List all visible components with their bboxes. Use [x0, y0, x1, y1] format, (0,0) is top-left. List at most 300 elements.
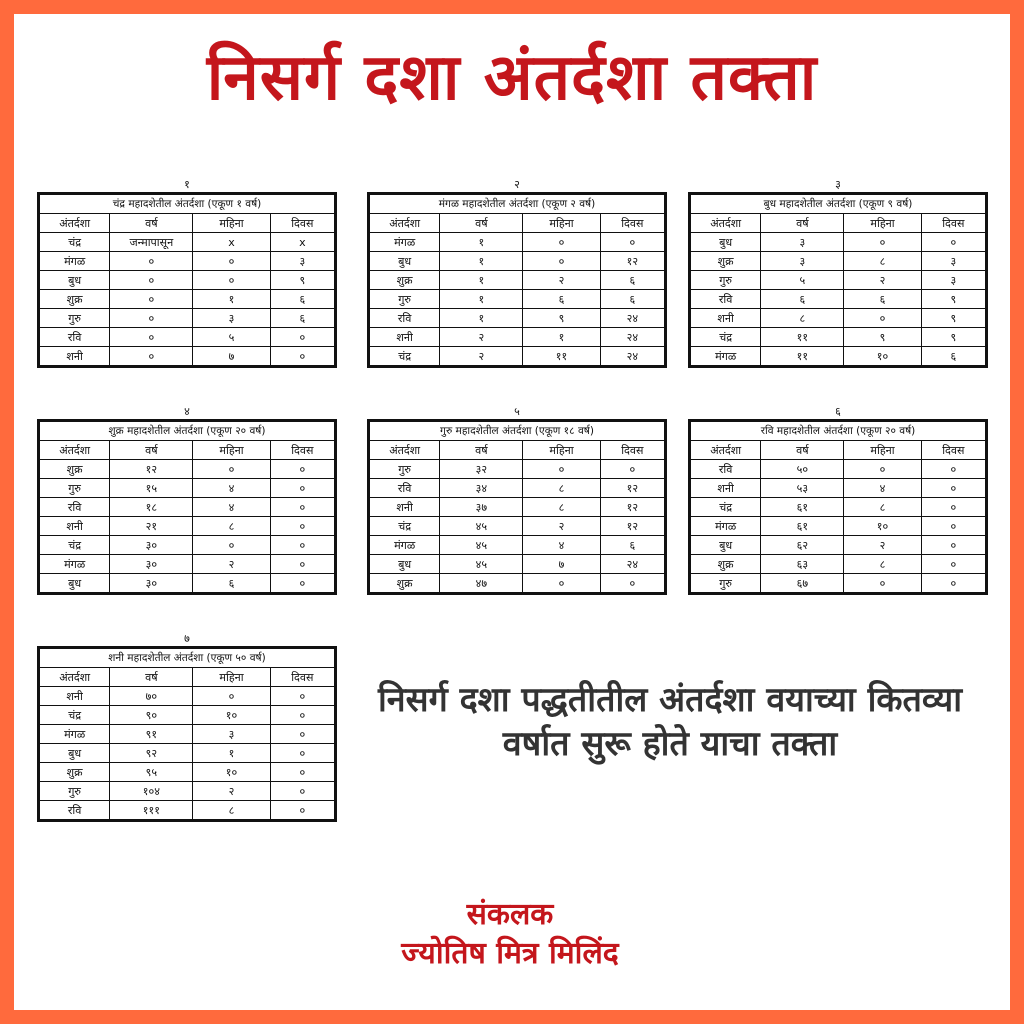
table-cell: ०	[110, 328, 193, 347]
table-cell: x	[270, 233, 335, 252]
table-cell: चंद्र	[690, 498, 761, 517]
table-cell: ३	[270, 252, 335, 271]
table-cell: मंगळ	[39, 252, 110, 271]
table-row	[690, 252, 987, 271]
column-header: वर्ष	[761, 441, 844, 460]
table-cell: ५	[761, 271, 844, 290]
table-cell: ३०	[110, 536, 193, 555]
table-cell: ६	[761, 290, 844, 309]
table-cell: ८	[523, 479, 600, 498]
table-row	[39, 763, 336, 782]
table-cell: ०	[600, 460, 665, 479]
table-caption: शनी महादशेतील अंतर्दशा (एकूण ५० वर्ष)	[39, 648, 336, 668]
table-cell: ०	[270, 782, 335, 801]
table-cell: ५३	[761, 479, 844, 498]
table-row	[369, 574, 666, 594]
dasha-table	[688, 192, 988, 368]
header-row	[39, 668, 336, 687]
table-row	[690, 574, 987, 594]
table-row	[369, 460, 666, 479]
table-cell: ०	[193, 271, 270, 290]
column-header: वर्ष	[440, 214, 523, 233]
table-cell: १०	[844, 517, 921, 536]
table-cell: ४	[193, 498, 270, 517]
table-number: २	[514, 178, 520, 191]
table-cell: ३०	[110, 574, 193, 594]
table-cell: २	[440, 328, 523, 347]
table-cell: ८	[193, 801, 270, 821]
table-cell: ०	[523, 460, 600, 479]
column-header: दिवस	[270, 668, 335, 687]
table-cell: ४५	[440, 555, 523, 574]
column-header: महिना	[523, 441, 600, 460]
column-header: दिवस	[270, 441, 335, 460]
table-cell: ०	[844, 574, 921, 594]
table-row	[39, 801, 336, 821]
table-row	[369, 290, 666, 309]
table-cell: ३	[193, 725, 270, 744]
table-cell: ७	[193, 347, 270, 367]
table-cell: ८	[844, 555, 921, 574]
table-cell: ६	[270, 309, 335, 328]
table-cell: ६	[600, 271, 665, 290]
table-cell: १	[440, 309, 523, 328]
table-row	[369, 536, 666, 555]
table-row	[39, 744, 336, 763]
table-cell: १०४	[110, 782, 193, 801]
table-cell: ८	[761, 309, 844, 328]
table-caption: शुक्र महादशेतील अंतर्दशा (एकूण २० वर्ष)	[39, 421, 336, 441]
table-cell: १	[440, 271, 523, 290]
table-cell: मंगळ	[369, 536, 440, 555]
antardasha-table	[37, 632, 337, 822]
column-header: दिवस	[600, 214, 665, 233]
table-cell: ०	[921, 460, 986, 479]
column-header: महिना	[844, 214, 921, 233]
table-cell: बुध	[690, 233, 761, 252]
table-cell: १	[440, 233, 523, 252]
table-cell: ४	[193, 479, 270, 498]
table-cell: १५	[110, 479, 193, 498]
table-cell: २४	[600, 347, 665, 367]
column-header: वर्ष	[440, 441, 523, 460]
table-cell: २	[844, 536, 921, 555]
table-cell: ७	[523, 555, 600, 574]
table-row	[39, 460, 336, 479]
table-cell: १२	[600, 252, 665, 271]
table-number: ३	[835, 178, 841, 191]
table-number: ५	[514, 405, 520, 418]
column-header: वर्ष	[110, 441, 193, 460]
table-cell: ०	[921, 479, 986, 498]
table-cell: ०	[270, 763, 335, 782]
table-cell: शुक्र	[690, 555, 761, 574]
table-row	[39, 271, 336, 290]
dasha-table	[37, 192, 337, 368]
table-cell: १२	[110, 460, 193, 479]
table-cell: गुरु	[39, 309, 110, 328]
table-cell: १	[193, 290, 270, 309]
table-row	[690, 460, 987, 479]
table-row	[39, 725, 336, 744]
table-cell: ०	[110, 252, 193, 271]
table-cell: बुध	[39, 271, 110, 290]
header-row	[690, 441, 987, 460]
header-row	[39, 214, 336, 233]
table-cell: मंगळ	[690, 517, 761, 536]
table-cell: ०	[193, 252, 270, 271]
column-header: दिवस	[921, 214, 986, 233]
table-row	[369, 233, 666, 252]
table-cell: शनी	[369, 328, 440, 347]
table-row	[690, 498, 987, 517]
table-cell: २	[523, 271, 600, 290]
table-cell: रवि	[690, 460, 761, 479]
table-cell: ९	[921, 309, 986, 328]
table-row	[369, 479, 666, 498]
table-cell: चंद्र	[369, 347, 440, 367]
column-header: दिवस	[921, 441, 986, 460]
table-row	[690, 328, 987, 347]
table-cell: ०	[921, 498, 986, 517]
table-cell: ६	[523, 290, 600, 309]
table-cell: शुक्र	[39, 460, 110, 479]
table-row	[39, 328, 336, 347]
table-cell: २४	[600, 309, 665, 328]
table-number: ६	[835, 405, 841, 418]
column-header: अंतर्दशा	[690, 214, 761, 233]
table-cell: ९	[523, 309, 600, 328]
table-row	[39, 706, 336, 725]
table-cell: शनी	[39, 347, 110, 367]
table-cell: ६२	[761, 536, 844, 555]
credit-label: संकलक	[466, 897, 554, 932]
table-cell: ०	[110, 347, 193, 367]
table-cell: रवि	[39, 328, 110, 347]
table-cell: २	[193, 782, 270, 801]
table-row	[369, 555, 666, 574]
table-cell: x	[193, 233, 270, 252]
table-row	[39, 479, 336, 498]
table-cell: १०	[844, 347, 921, 367]
table-cell: गुरु	[39, 479, 110, 498]
table-caption: चंद्र महादशेतील अंतर्दशा (एकूण १ वर्ष)	[39, 194, 336, 214]
table-cell: मंगळ	[369, 233, 440, 252]
table-row	[690, 271, 987, 290]
dasha-table	[367, 419, 667, 595]
table-cell: १११	[110, 801, 193, 821]
page-title: निसर्ग दशा अंतर्दशा तक्ता	[206, 41, 818, 115]
table-cell: १	[193, 744, 270, 763]
table-cell: ०	[270, 744, 335, 763]
table-row	[690, 309, 987, 328]
table-cell: ६	[600, 290, 665, 309]
column-header: अंतर्दशा	[39, 214, 110, 233]
table-cell: ९५	[110, 763, 193, 782]
table-cell: २	[440, 347, 523, 367]
table-cell: ०	[921, 233, 986, 252]
table-cell: ४५	[440, 517, 523, 536]
column-header: महिना	[844, 441, 921, 460]
table-cell: शुक्र	[39, 763, 110, 782]
table-cell: ११	[761, 328, 844, 347]
column-header: महिना	[193, 441, 270, 460]
table-cell: ०	[270, 479, 335, 498]
table-cell: ०	[600, 574, 665, 594]
table-row	[39, 782, 336, 801]
table-row	[369, 271, 666, 290]
table-cell: रवि	[690, 290, 761, 309]
column-header: अंतर्दशा	[369, 441, 440, 460]
table-cell: बुध	[369, 555, 440, 574]
table-row	[39, 574, 336, 594]
table-cell: १	[523, 328, 600, 347]
table-cell: २	[844, 271, 921, 290]
table-cell: ९	[270, 271, 335, 290]
table-cell: ०	[270, 536, 335, 555]
table-cell: मंगळ	[690, 347, 761, 367]
table-cell: ०	[193, 687, 270, 706]
column-header: अंतर्दशा	[690, 441, 761, 460]
table-cell: चंद्र	[690, 328, 761, 347]
table-cell: ०	[523, 252, 600, 271]
table-cell: चंद्र	[39, 706, 110, 725]
table-cell: गुरु	[690, 271, 761, 290]
table-cell: बुध	[39, 574, 110, 594]
table-cell: ११	[761, 347, 844, 367]
table-cell: ०	[110, 271, 193, 290]
table-cell: ६७	[761, 574, 844, 594]
table-number: ४	[184, 405, 190, 418]
table-row	[39, 233, 336, 252]
table-cell: ६	[270, 290, 335, 309]
table-cell: ०	[270, 517, 335, 536]
table-cell: १२	[600, 479, 665, 498]
dasha-table	[367, 192, 667, 368]
table-cell: शुक्र	[39, 290, 110, 309]
table-cell: ३४	[440, 479, 523, 498]
table-cell: ०	[110, 290, 193, 309]
table-cell: ०	[844, 460, 921, 479]
table-cell: ६	[193, 574, 270, 594]
table-cell: ६	[844, 290, 921, 309]
table-cell: १०	[193, 763, 270, 782]
credit-name: ज्योतिष मित्र मिलिंद	[401, 936, 619, 971]
dasha-table	[37, 419, 337, 595]
column-header: वर्ष	[110, 214, 193, 233]
antardasha-table	[37, 405, 337, 595]
table-cell: शनी	[690, 309, 761, 328]
table-cell: ०	[921, 574, 986, 594]
dasha-table	[37, 646, 337, 822]
table-number: ७	[184, 632, 190, 645]
table-cell: ५०	[761, 460, 844, 479]
table-cell: बुध	[369, 252, 440, 271]
table-cell: ७०	[110, 687, 193, 706]
table-cell: ३७	[440, 498, 523, 517]
table-cell: ८	[844, 498, 921, 517]
antardasha-table	[688, 405, 988, 595]
table-cell: १	[440, 290, 523, 309]
table-cell: बुध	[690, 536, 761, 555]
table-cell: २४	[600, 555, 665, 574]
table-cell: ०	[844, 233, 921, 252]
table-cell: ०	[270, 498, 335, 517]
table-row	[39, 517, 336, 536]
table-row	[369, 309, 666, 328]
table-cell: ४५	[440, 536, 523, 555]
table-cell: शनी	[369, 498, 440, 517]
table-cell: शुक्र	[369, 271, 440, 290]
table-cell: शुक्र	[369, 574, 440, 594]
table-cell: चंद्र	[369, 517, 440, 536]
table-cell: ३	[193, 309, 270, 328]
table-row	[690, 536, 987, 555]
table-row	[690, 290, 987, 309]
table-cell: ६१	[761, 498, 844, 517]
table-cell: ९१	[110, 725, 193, 744]
table-cell: ११	[523, 347, 600, 367]
table-caption: गुरु महादशेतील अंतर्दशा (एकूण १८ वर्ष)	[369, 421, 666, 441]
table-row	[39, 687, 336, 706]
table-cell: बुध	[39, 744, 110, 763]
column-header: अंतर्दशा	[39, 668, 110, 687]
description-text: निसर्ग दशा पद्धतीतील अंतर्दशा वयाच्या कितव्या वर्षात सुरू होते याचा तक्ता	[377, 680, 963, 765]
table-cell: ६	[921, 347, 986, 367]
table-cell: १०	[193, 706, 270, 725]
table-row	[39, 290, 336, 309]
table-cell: रवि	[369, 309, 440, 328]
antardasha-table	[367, 405, 667, 595]
table-cell: ८	[844, 252, 921, 271]
table-cell: गुरु	[39, 782, 110, 801]
table-cell: शनी	[39, 517, 110, 536]
table-cell: ०	[921, 555, 986, 574]
column-header: महिना	[193, 668, 270, 687]
table-row	[369, 498, 666, 517]
table-cell: २	[193, 555, 270, 574]
table-cell: चंद्र	[39, 233, 110, 252]
table-cell: रवि	[369, 479, 440, 498]
table-cell: ९०	[110, 706, 193, 725]
table-cell: ४७	[440, 574, 523, 594]
table-cell: ५	[193, 328, 270, 347]
table-cell: जन्मापासून	[110, 233, 193, 252]
credit-block	[300, 895, 720, 973]
table-cell: ०	[270, 328, 335, 347]
table-cell: रवि	[39, 498, 110, 517]
table-cell: ४	[523, 536, 600, 555]
table-cell: ०	[110, 309, 193, 328]
table-cell: रवि	[39, 801, 110, 821]
table-cell: ०	[270, 801, 335, 821]
table-cell: ०	[921, 517, 986, 536]
table-cell: ०	[270, 555, 335, 574]
table-cell: १२	[600, 498, 665, 517]
table-row	[39, 498, 336, 517]
table-row	[39, 309, 336, 328]
table-cell: ८	[193, 517, 270, 536]
table-cell: २१	[110, 517, 193, 536]
dasha-table	[688, 419, 988, 595]
column-header: दिवस	[270, 214, 335, 233]
table-row	[690, 479, 987, 498]
table-caption: मंगळ महादशेतील अंतर्दशा (एकूण २ वर्ष)	[369, 194, 666, 214]
antardasha-table	[37, 178, 337, 368]
table-cell: शनी	[690, 479, 761, 498]
antardasha-table	[367, 178, 667, 368]
table-row	[369, 252, 666, 271]
table-cell: ४	[844, 479, 921, 498]
table-cell: शुक्र	[690, 252, 761, 271]
table-cell: ०	[270, 687, 335, 706]
table-cell: ०	[270, 706, 335, 725]
table-cell: ०	[193, 536, 270, 555]
table-cell: ३	[761, 233, 844, 252]
table-cell: ०	[270, 574, 335, 594]
table-row	[690, 555, 987, 574]
table-cell: १	[440, 252, 523, 271]
header-row	[39, 441, 336, 460]
table-cell: ९	[844, 328, 921, 347]
header-row	[690, 214, 987, 233]
table-cell: चंद्र	[39, 536, 110, 555]
column-header: अंतर्दशा	[39, 441, 110, 460]
table-cell: ०	[600, 233, 665, 252]
table-cell: ०	[193, 460, 270, 479]
table-cell: ०	[523, 574, 600, 594]
table-cell: मंगळ	[39, 725, 110, 744]
table-row	[369, 517, 666, 536]
table-cell: ३	[921, 252, 986, 271]
table-cell: ३२	[440, 460, 523, 479]
table-row	[369, 328, 666, 347]
table-cell: ०	[270, 725, 335, 744]
table-row	[39, 555, 336, 574]
table-cell: ९	[921, 328, 986, 347]
table-cell: ६३	[761, 555, 844, 574]
table-cell: १२	[600, 517, 665, 536]
table-cell: गुरु	[369, 290, 440, 309]
table-cell: मंगळ	[39, 555, 110, 574]
table-cell: ९	[921, 290, 986, 309]
column-header: महिना	[193, 214, 270, 233]
table-cell: ०	[844, 309, 921, 328]
column-header: महिना	[523, 214, 600, 233]
table-cell: गुरु	[369, 460, 440, 479]
table-cell: ३	[761, 252, 844, 271]
column-header: दिवस	[600, 441, 665, 460]
table-cell: ८	[523, 498, 600, 517]
table-row	[369, 347, 666, 367]
table-cell: ०	[270, 347, 335, 367]
table-cell: शनी	[39, 687, 110, 706]
table-cell: गुरु	[690, 574, 761, 594]
table-cell: २	[523, 517, 600, 536]
table-cell: १८	[110, 498, 193, 517]
table-row	[690, 233, 987, 252]
table-cell: ३०	[110, 555, 193, 574]
table-number: १	[184, 178, 190, 191]
table-cell: ६	[600, 536, 665, 555]
table-cell: ९२	[110, 744, 193, 763]
column-header: वर्ष	[110, 668, 193, 687]
table-row	[690, 517, 987, 536]
column-header: वर्ष	[761, 214, 844, 233]
table-cell: ३	[921, 271, 986, 290]
table-row	[39, 252, 336, 271]
table-caption: बुध महादशेतील अंतर्दशा (एकूण ९ वर्ष)	[690, 194, 987, 214]
